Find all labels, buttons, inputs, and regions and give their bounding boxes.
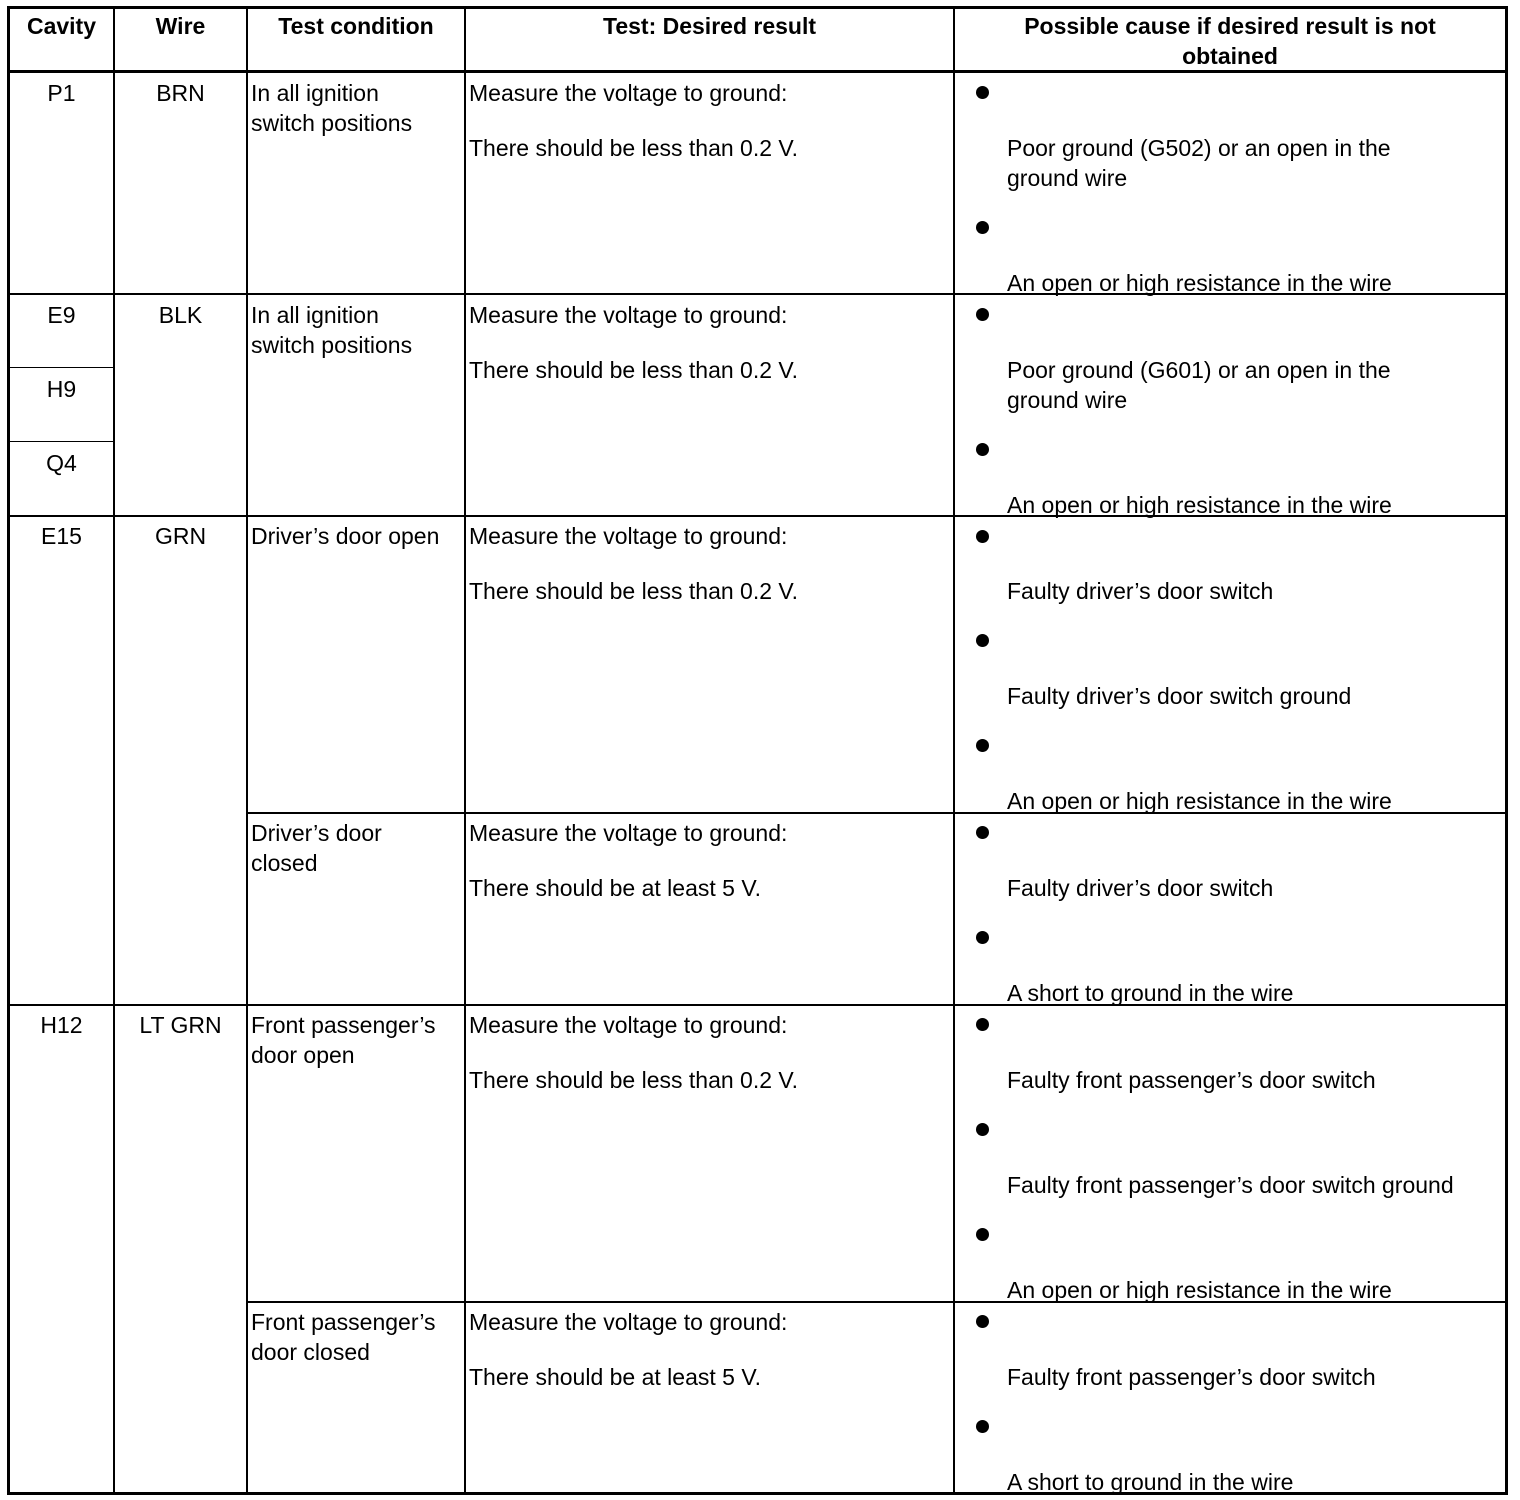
possible-cause: An open or high resistance in the wire [1007, 492, 1392, 518]
test-condition-cell: In all ignition switch positions [251, 80, 413, 136]
expected-result: There should be less than 0.2 V. [469, 357, 799, 383]
measure-instruction: Measure the voltage to ground: [469, 302, 788, 328]
column-divider [464, 6, 466, 1495]
cavity-cell: P1 [47, 80, 76, 106]
measure-instruction: Measure the voltage to ground: [469, 820, 788, 846]
wire-cell: BLK [158, 302, 203, 328]
possible-cause: Faulty front passenger’s door switch [1007, 1364, 1376, 1390]
cavity-cell: H12 [40, 1012, 83, 1038]
bullet-icon [976, 1123, 989, 1136]
cavity-divider [7, 441, 114, 442]
test-condition-cell: Driver’s door open [251, 523, 440, 549]
expected-result: There should be less than 0.2 V. [469, 578, 799, 604]
expected-result: There should be at least 5 V. [469, 875, 761, 901]
cavity-cell: E15 [41, 523, 82, 549]
bullet-icon [976, 443, 989, 456]
measure-instruction: Measure the voltage to ground: [469, 1309, 788, 1335]
measure-instruction: Measure the voltage to ground: [469, 1012, 788, 1038]
possible-cause: Faulty front passenger’s door switch [1007, 1067, 1376, 1093]
header-desired-result: Test: Desired result [602, 13, 817, 39]
bullet-icon [976, 308, 989, 321]
possible-cause: An open or high resistance in the wire [1007, 1277, 1392, 1303]
expected-result: There should be less than 0.2 V. [469, 135, 799, 161]
cavity-cell: E9 [47, 302, 76, 328]
bullet-icon [976, 931, 989, 944]
expected-result: There should be less than 0.2 V. [469, 1067, 799, 1093]
column-divider [953, 6, 955, 1495]
bullet-icon [976, 530, 989, 543]
bullet-icon [976, 739, 989, 752]
wire-cell: BRN [156, 80, 205, 106]
header-wire: Wire [155, 13, 206, 39]
cavity-cell: Q4 [46, 450, 77, 476]
bullet-icon [976, 86, 989, 99]
header-cavity: Cavity [26, 13, 97, 39]
table-border-top [7, 6, 1508, 9]
test-condition-cell: Driver’s door closed [251, 820, 382, 876]
bullet-icon [976, 1228, 989, 1241]
test-condition-cell: Front passenger’s door closed [251, 1309, 436, 1365]
test-condition-cell: Front passenger’s door open [251, 1012, 436, 1068]
measure-instruction: Measure the voltage to ground: [469, 80, 788, 106]
possible-cause: Poor ground (G502) or an open in the ground wire [1007, 135, 1391, 191]
possible-cause: Faulty front passenger’s door switch ground [1007, 1172, 1454, 1198]
wire-cell: LT GRN [139, 1012, 222, 1038]
possible-cause: An open or high resistance in the wire [1007, 788, 1392, 814]
table-border-right [1505, 6, 1508, 1495]
expected-result: There should be at least 5 V. [469, 1364, 761, 1390]
possible-cause: Faulty driver’s door switch [1007, 875, 1274, 901]
possible-cause: Faulty driver’s door switch ground [1007, 683, 1352, 709]
possible-cause: A short to ground in the wire [1007, 980, 1294, 1006]
bullet-icon [976, 221, 989, 234]
possible-cause: Poor ground (G601) or an open in the ground wire [1007, 357, 1391, 413]
bullet-icon [976, 1420, 989, 1433]
column-divider [246, 6, 248, 1495]
wire-cell: GRN [154, 523, 207, 549]
column-divider [113, 6, 115, 1495]
cavity-cell: H9 [46, 376, 77, 402]
possible-cause: A short to ground in the wire [1007, 1469, 1294, 1495]
header-possible-cause: Possible cause if desired result is not obtained [1024, 13, 1436, 69]
bullet-icon [976, 1018, 989, 1031]
possible-cause: Faulty driver’s door switch [1007, 578, 1274, 604]
table-border-left [7, 6, 10, 1495]
measure-instruction: Measure the voltage to ground: [469, 523, 788, 549]
test-condition-cell: In all ignition switch positions [251, 302, 413, 358]
bullet-icon [976, 634, 989, 647]
bullet-icon [976, 826, 989, 839]
cavity-divider [7, 367, 114, 368]
bullet-icon [976, 1315, 989, 1328]
header-test-condition: Test condition [278, 13, 434, 39]
possible-cause: An open or high resistance in the wire [1007, 270, 1392, 296]
